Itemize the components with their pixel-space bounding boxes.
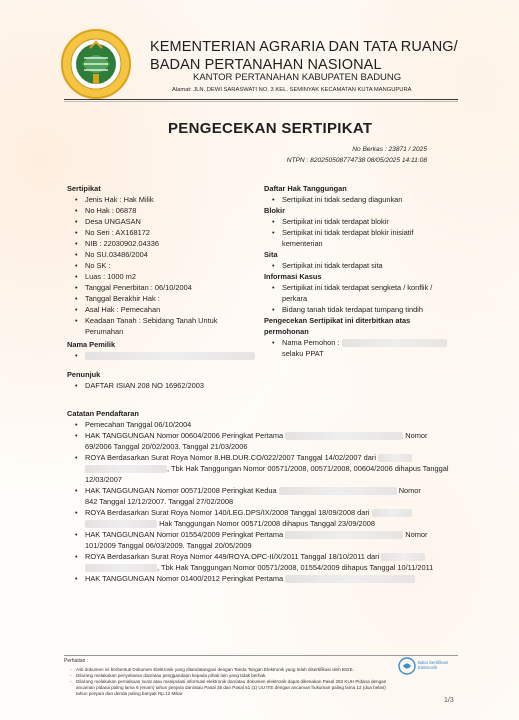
ministry-line-1: KEMENTERIAN AGRARIA DAN TATA RUANG/ — [150, 39, 458, 55]
footer-heading: Perhatian : — [64, 658, 89, 664]
section-heading-owner: Nama Pemilik — [67, 340, 116, 349]
case-item-cont: perkara — [282, 294, 308, 303]
note-tail: Nomor — [398, 486, 421, 495]
list-item: • DAFTAR ISIAN 208 NO 16962/2003 — [75, 380, 267, 391]
ministry-name — [150, 38, 458, 74]
list-item: • No Hak : 06878 — [75, 205, 267, 216]
office-name: KANTOR PERTANAHAN KABUPATEN BADUNG — [193, 72, 402, 83]
redacted-creditor — [285, 531, 403, 539]
note-cont: 69/2006 Tanggal 20/02/2003. Tanggal 21/03/2006 — [85, 442, 248, 451]
ministry-line-2: BADAN PERTANAHAN NASIONAL — [150, 57, 382, 73]
bsre-logo-icon — [398, 657, 416, 675]
owner-list — [67, 350, 267, 361]
bsre-label: Balai Sertifikasi Elektronik — [418, 660, 449, 670]
applicant-role: selaku PPAT — [282, 349, 324, 358]
redacted-creditor — [85, 564, 157, 572]
note-text: HAK TANGGUNGAN Nomor 00604/2006 Peringkat Pertama — [85, 431, 284, 440]
land-condition-list — [67, 315, 267, 326]
section-heading-notes: Catatan Pendaftaran — [67, 409, 139, 418]
redacted-creditor — [381, 553, 425, 561]
section-heading-mortgage: Daftar Hak Tanggungan — [264, 184, 347, 193]
footer-divider — [64, 655, 458, 656]
section-heading-issued — [264, 315, 464, 337]
footer-note: - Asli dokumen ini berbentuk Dokumen Elektronik yang ditandatangani dengan Tanda Tangan Elektronik yang telah disertifikasi oleh BSrE. — [70, 667, 394, 673]
list-item: • No SU.03486/2004 — [75, 249, 267, 260]
note-text: HAK TANGGUNGAN Nomor 01554/2009 Peringkat Pertama — [85, 530, 284, 539]
office-address: Alamat: JLN. DEWI SARASWATI NO. 3 KEL. SEMINYAK KECAMATAN KUTA MANGUPURA — [172, 87, 412, 93]
list-item: • Luas : 1000 m2 — [75, 271, 267, 282]
registration-notes-list — [67, 419, 462, 584]
ntpn: NTPN : 820250508774738 08/05/2025 14:11:08 — [286, 157, 427, 164]
list-item: • Sertipikat ini tidak terdapat sita — [272, 260, 464, 271]
blokir-list — [264, 216, 464, 238]
note-tail: Nomor — [405, 431, 428, 440]
issued-heading-line1: Pengecekan Sertipikat ini diterbitkan atas — [264, 316, 411, 325]
list-item — [75, 485, 462, 507]
redacted-owner-name — [85, 352, 255, 360]
section-heading-sertipikat: Sertipikat — [67, 184, 101, 193]
list-item: • Pemecahan Tanggal 06/10/2004 — [75, 419, 462, 430]
header-divider — [64, 99, 458, 100]
sita-list — [264, 260, 464, 271]
bsre-badge — [398, 657, 454, 675]
list-item — [272, 337, 464, 348]
applicant-list — [264, 337, 464, 348]
document-title: PENGECEKAN SERTIPIKAT — [168, 120, 373, 137]
reference-list — [67, 380, 267, 391]
bpn-logo-icon — [60, 28, 132, 100]
note-cont: , Tbk Hak Tanggungan Nomor 00571/2008, 01554/2009 dihapus Tanggal 10/11/2011 — [157, 563, 434, 572]
list-item: • No Seri : AX168172 — [75, 227, 267, 238]
redacted-creditor — [285, 575, 415, 583]
file-number: No Berkas : 23871 / 2025 — [352, 146, 427, 153]
redacted-applicant — [342, 339, 447, 347]
redacted-creditor — [85, 520, 157, 528]
redacted-creditor — [285, 432, 403, 440]
note-cont: , Tbk Hak Tanggungan Nomor 00571/2008, 00571/2008, 00604/2006 dihapus Tanggal — [167, 464, 449, 473]
list-item: • Desa UNGASAN — [75, 216, 267, 227]
note-cont: 842 Tanggal 12/12/2007. Tanggal 27/02/2008 — [85, 497, 234, 506]
list-item: • NIB : 22030902.04336 — [75, 238, 267, 249]
section-heading-penunjuk: Penunjuk — [67, 370, 101, 379]
header-divider-thin — [64, 101, 458, 102]
note-text: HAK TANGGUNGAN Nomor 00571/2008 Peringkat Kedua — [85, 486, 277, 495]
list-item: • Keadaan Tanah : Sebidang Tanah Untuk — [75, 315, 267, 326]
status-section — [264, 180, 464, 359]
redacted-creditor — [372, 509, 412, 517]
list-item: • Sertipikat ini tidak terdapat blokir inisiatif — [272, 227, 464, 238]
note-cont: 101/2009 Tanggal 06/03/2009. Tanggal 20/05/2009 — [85, 541, 252, 550]
mortgage-list — [264, 194, 464, 205]
blokir-cont: kementerian — [282, 239, 323, 248]
note-cont: Hak Tanggungan Nomor 00571/2008 dihapus Tanggal 23/09/2008 — [159, 519, 375, 528]
list-item — [75, 430, 462, 452]
footer-note: - Dilarang melakukan penyebaran dan/atau penggandaan kepada pihak lain yang tidak berhak. — [70, 673, 394, 679]
list-item — [75, 529, 462, 551]
list-item: • Sertipikat ini tidak terdapat blokir — [272, 216, 464, 227]
certificate-section — [67, 180, 267, 391]
section-heading-blokir: Blokir — [264, 206, 285, 215]
note-text: ROYA Berdasarkan Surat Roya Nomor 8.HB.DUR.CO/022/2007 Tanggal 14/02/2007 dari — [85, 453, 376, 462]
note-tail: Nomor — [405, 530, 428, 539]
section-heading-case: Informasi Kasus — [264, 272, 322, 281]
list-item: • Sertipikat ini tidak sedang diagunkan — [272, 194, 464, 205]
footer-note: - Dilarang melakukan pemalsuan surat atau manipulasi informasi elektronik dan/atau dokumen elektronik dapat dikenakan Pasal 263 KUH Pidana dengan ancaman pidana paling lama 6 (enam) tahun penjara dan/atau Pasal 35 dan Pasal 51 (1) UU ITE dengan ancaman hukuman paling lama 12 (dua belas) tahun penjara dan denda paling banyak Rp.12 Miliar. — [70, 679, 394, 697]
redacted-creditor — [378, 454, 412, 462]
certificate-details-list — [67, 194, 267, 315]
redacted-creditor — [279, 487, 397, 495]
list-item: • Sertipikat ini tidak terdapat sengketa / konflik / — [272, 282, 464, 293]
footer-notes-list — [64, 667, 394, 697]
list-item — [75, 573, 462, 584]
note-text: ROYA Berdasarkan Surat Roya Nomor 140/LEG.DPS/IX/2008 Tanggal 18/09/2008 dari — [85, 508, 370, 517]
footer-notice — [64, 658, 394, 697]
case-list-2 — [264, 304, 464, 315]
applicant-label: Nama Pemohon : — [282, 338, 340, 347]
list-item: • Bidang tanah tidak terdapat tumpang tindih — [272, 304, 464, 315]
list-item — [75, 350, 267, 361]
case-list — [264, 282, 464, 293]
note-text: ROYA Berdasarkan Surat Roya Nomor 449/ROYA.OPC-II/X/2011 Tanggal 18/10/2011 dari — [85, 552, 380, 561]
list-item: • Jenis Hak : Hak Milik — [75, 194, 267, 205]
list-item — [75, 507, 462, 529]
list-item: • No SK : — [75, 260, 267, 271]
list-item: • Asal Hak : Pemecahan — [75, 304, 267, 315]
section-heading-sita: Sita — [264, 250, 278, 259]
list-item: • Tanggal Berakhir Hak : — [75, 293, 267, 304]
redacted-creditor — [85, 465, 167, 473]
list-item — [75, 551, 462, 573]
note-cont: 12/03/2007 — [85, 475, 122, 484]
note-text: HAK TANGGUNGAN Nomor 01400/2012 Peringkat Pertama — [85, 574, 284, 583]
list-item — [75, 452, 462, 485]
list-item: • Tanggal Penerbitan : 06/10/2004 — [75, 282, 267, 293]
land-condition-cont: Perumahan — [85, 327, 124, 336]
issued-heading-line2: permohonan — [264, 327, 309, 336]
registration-notes-section — [67, 405, 462, 584]
page-number: 1/3 — [444, 697, 454, 704]
